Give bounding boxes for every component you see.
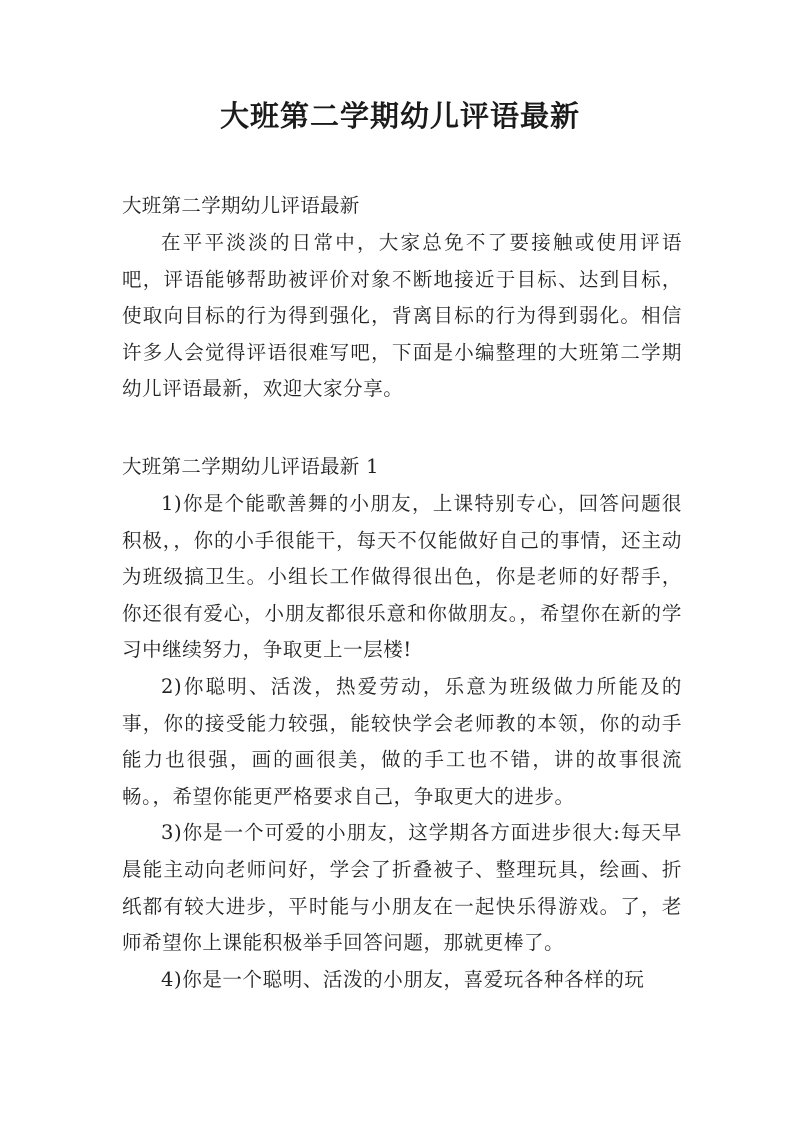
comment-paragraph: 3)你是一个可爱的小朋友，这学期各方面进步很大:每天早晨能主动向老师问好，学会了折叠被子、整理玩具，绘画、折纸都有较大进步，平时能与小朋友在一起快乐得游戏。了，老师希望你上课能积极举手回答问题，那就更棒了。 — [122, 821, 682, 955]
intro-paragraph: 在平平淡淡的日常中，大家总免不了要接触或使用评语吧，评语能够帮助被评价对象不断地接近于目标、达到目标，使取向目标的行为得到强化，背离目标的行为得到弱化。相信许多人会觉得评语很难写吧，下面是小编整理的大班第二学期幼儿评语最新，欢迎大家分享。 — [122, 231, 682, 401]
comment-paragraph: 4)你是一个聪明、活泼的小朋友，喜爱玩各种各样的玩 — [161, 967, 645, 991]
comment-paragraph: 2)你聪明、活泼，热爱劳动，乐意为班级做力所能及的事，你的接受能力较强，能较快学会老师教的本领，你的动手能力也很强，画的画很美，做的手工也不错，讲的故事很流畅。，希望你能更严格要求自己，争取更大的进步。 — [122, 674, 682, 808]
section-heading: 大班第二学期幼儿评语最新 1 — [122, 455, 379, 478]
comment-paragraph: 1)你是个能歌善舞的小朋友，上课特别专心，回答问题很积极，，你的小手很能干，每天不仅能做好自己的事情，还主动为班级搞卫生。小组长工作做得很出色，你是老师的好帮手，你还很有爱心，小朋友都很乐意和你做朋友。，希望你在新的学习中继续努力，争取更上一层楼! — [122, 492, 682, 662]
intro-heading: 大班第二学期幼儿评语最新 — [122, 194, 360, 217]
document-title: 大班第二学期幼儿评语最新 — [219, 99, 580, 133]
intro-section — [122, 225, 682, 408]
comments-section — [122, 486, 682, 998]
